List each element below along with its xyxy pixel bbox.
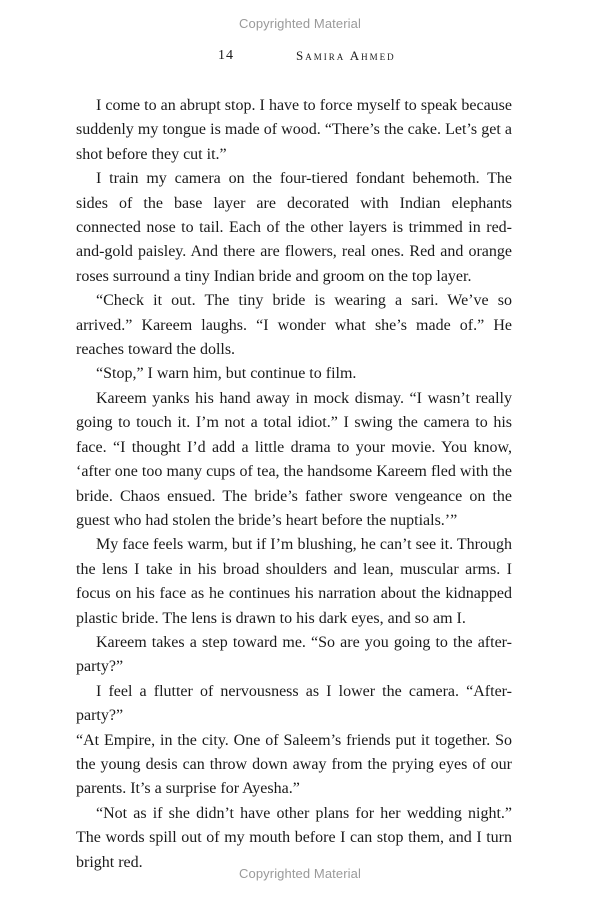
running-header	[0, 48, 600, 68]
author-name: Samira Ahmed	[296, 48, 396, 63]
paragraph: “Not as if she didn’t have other plans for her wedding night.” The words spill out of my mouth before I can stop them, and I turn bright red.	[76, 804, 512, 871]
paragraph: I come to an abrupt stop. I have to force myself to speak because suddenly my tongue is made of wood. “There’s the cake. Let’s get a shot before they cut it.”	[76, 97, 512, 163]
paragraph: “Stop,” I warn him, but continue to film.	[96, 365, 357, 383]
copyright-watermark-top: Copyrighted Material	[239, 16, 361, 31]
copyright-watermark-bottom: Copyrighted Material	[239, 866, 361, 881]
paragraph: My face feels warm, but if I’m blushing, he can’t see it. Through the lens I take in his broad shoulders and lean, muscular arms. I focus on his face as he continues his narration about the kidnapped plastic bride. The lens is drawn to his dark eyes, and so am I.	[76, 536, 512, 627]
paragraph: Kareem yanks his hand away in mock dismay. “I wasn’t really going to touch it. I’m not a total idiot.” I swing the camera to his face. “I thought I’d add a little drama to your movie. You know, ‘after one too many cups of tea, the handsome Kareem fled with the bride. Chaos ensued. The bride’s father swore vengeance on the guest who had stolen the bride’s heart before the nuptials.’”	[76, 389, 512, 529]
paragraph: “At Empire, in the city. One of Saleem’s friends put it together. So the young desis can throw down away from the prying eyes of our parents. It’s a surprise for Ayesha.”	[76, 731, 512, 798]
paragraph: I train my camera on the four-tiered fondant behemoth. The sides of the base layer are decorated with Indian elephants connected nose to tail. Each of the other layers is trimmed in red-and-gold paisley. And there are flowers, real ones. Red and orange roses surround a tiny Indian bride and groom on the top layer.	[76, 170, 512, 285]
body-text	[76, 94, 512, 875]
paragraph: Kareem takes a step toward me. “So are you going to the after-party?”	[76, 633, 512, 676]
paragraph: I feel a flutter of nervousness as I lower the camera. “After-party?”	[76, 682, 512, 725]
page-number: 14	[218, 48, 234, 63]
paragraph: “Check it out. The tiny bride is wearing a sari. We’ve so arrived.” Kareem laughs. “I wonder what she’s made of.” He reaches toward the dolls.	[76, 292, 512, 359]
